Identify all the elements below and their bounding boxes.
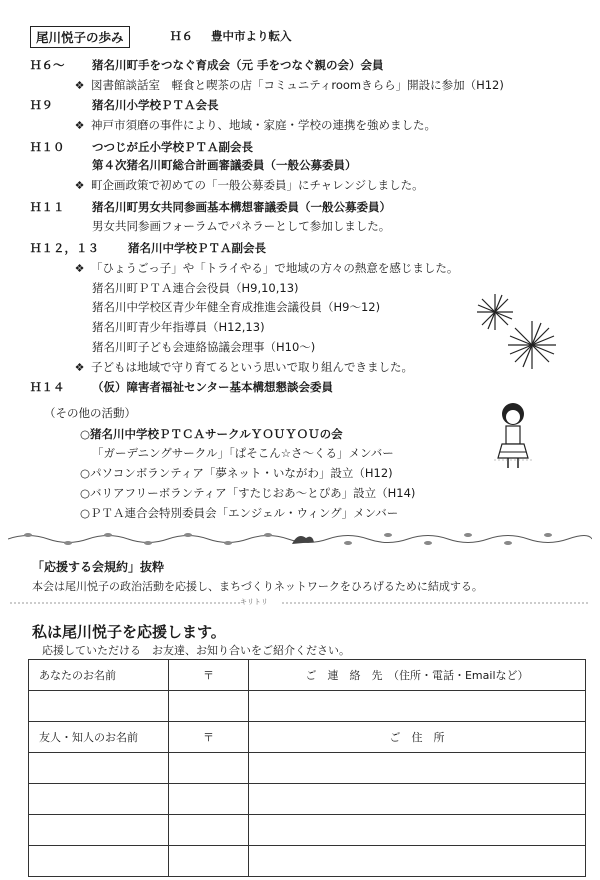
diamond-icon: ❖ [74,262,85,275]
rules-heading: 「応援する会規約」抜粋 [32,560,165,574]
friend-postal-field-4[interactable] [169,846,249,877]
table-row [29,815,586,846]
your-name-field[interactable] [29,691,169,722]
h12-note2: 子どもは地域で守り育てるという思いで取り組んできました。 [91,360,413,374]
label-h11: Ｈ１１ [30,200,65,214]
diamond-icon: ❖ [74,119,85,132]
postal2-header: 〒 [169,722,249,753]
other-item1: ○猪名川中学校ＰＴＣＡサークルＹＯＵＹＯＵの会 [80,427,343,441]
label-h9: Ｈ９ [30,98,53,112]
h10-item2: 第４次猪名川町総合計画審議委員（一般公募委員） [92,158,357,172]
your-contact-field[interactable] [249,691,586,722]
label-h12: Ｈ１２，１３ [30,241,99,255]
h6-note: 図書館談話室 軽食と喫茶の店「コミュニティroomきらら」開設に参加（H12) [91,78,504,92]
h14-item: （仮）障害者福祉センター基本構想懇談会委員 [92,380,334,394]
friend-address-field-4[interactable] [249,846,586,877]
other-item3: ○バリアフリーボランティア「すたじおあ～とぴあ」設立（H14) [80,486,416,500]
h10-item1: つつじが丘小学校ＰＴＡ副会長 [92,140,253,154]
h12-note: 「ひょうごっ子」や「トライやる」で地域の方々の熱意を感じました。 [91,261,459,275]
label-h10: Ｈ１０ [30,140,65,154]
label-h6: Ｈ６～ [30,58,65,72]
table-row [29,691,586,722]
h6-item: 猪名川町手をつなぐ育成会（元 手をつなぐ親の会）会員 [92,58,384,72]
table-row [29,846,586,877]
h12-note-row [74,261,458,276]
friend-name-field-3[interactable] [29,815,169,846]
h12-item: 猪名川中学校ＰＴＡ副会長 [128,241,266,255]
your-postal-field[interactable] [169,691,249,722]
h12-sub1: 猪名川町ＰＴＡ連合会役員（H9,10,13) [92,281,299,295]
h9-note-row [74,118,436,133]
col-friend-header: 友人・知人のお名前 [29,722,169,753]
h11-item: 猪名川町男女共同参画基本構想審議委員（一般公募委員） [92,200,391,214]
table-row [29,753,586,784]
col-name-header: あなたのお名前 [29,660,169,691]
form-heading: 私は尾川悦子を応援します。 [32,623,226,641]
diamond-icon: ❖ [74,361,85,374]
h6-year: Ｈ６ [170,29,193,43]
referral-form-table [28,659,586,877]
girl-illustration-icon [490,400,536,472]
h9-item: 猪名川小学校ＰＴＡ会長 [92,98,219,112]
cut-line [10,598,590,608]
vine-divider-icon [8,528,592,550]
friend-postal-field-1[interactable] [169,753,249,784]
h11-sub: 男女共同参画フォーラムでパネラーとして参加しました。 [92,219,391,233]
friend-postal-field-2[interactable] [169,784,249,815]
col-contact-header: ご 連 絡 先 （住所・電話・Emailなど） [249,660,586,691]
h12-sub4: 猪名川町子ども会連絡協議会理事（H10～) [92,340,316,354]
friend-address-field-2[interactable] [249,784,586,815]
fireworks-icon [470,290,570,380]
other-item1b: 「ガーデニングサークル」「ぱそこん☆さ～くる」メンバー [92,446,394,460]
h6-move-text: 豊中市より転入 [211,29,292,43]
label-h14: Ｈ１４ [30,380,65,394]
cut-label: キリトリ [240,598,268,606]
h12-sub3: 猪名川町青少年指導員（H12,13) [92,320,265,334]
other-item4: ○ＰＴＡ連合会特別委員会「エンジェル・ウィング」メンバー [80,506,399,520]
page-title: 尾川悦子の歩み [30,26,130,48]
table-row [29,660,586,691]
h12-note2-row [74,360,413,375]
table-row [29,784,586,815]
diamond-icon: ❖ [74,79,85,92]
col-address-header: ご 住 所 [249,722,586,753]
friend-postal-field-3[interactable] [169,815,249,846]
h6-note-row [74,78,504,93]
diamond-icon: ❖ [74,179,85,192]
friend-name-field-2[interactable] [29,784,169,815]
form-intro: 応援していただける お友達、お知り合いをご紹介ください。 [42,644,350,657]
friend-address-field-1[interactable] [249,753,586,784]
rules-text: 本会は尾川悦子の政治活動を応援し、まちづくりネットワークをひろげるために結成する。 [32,580,483,593]
h10-note: 町企画政策で初めての「一般公募委員」にチャレンジしました。 [91,178,424,192]
other-heading: （その他の活動） [44,406,136,420]
other-item2: ○パソコンボランティア「夢ネット・いながわ」設立（H12) [80,466,393,480]
h12-sub2: 猪名川中学校区青少年健全育成推進会議役員（H9～12) [92,300,381,314]
friend-address-field-3[interactable] [249,815,586,846]
table-row [29,722,586,753]
friend-name-field-1[interactable] [29,753,169,784]
postal-header: 〒 [169,660,249,691]
h10-note-row [74,178,424,193]
h9-note: 神戸市須磨の事件により、地域・家庭・学校の連携を強めました。 [91,118,436,132]
friend-name-field-4[interactable] [29,846,169,877]
